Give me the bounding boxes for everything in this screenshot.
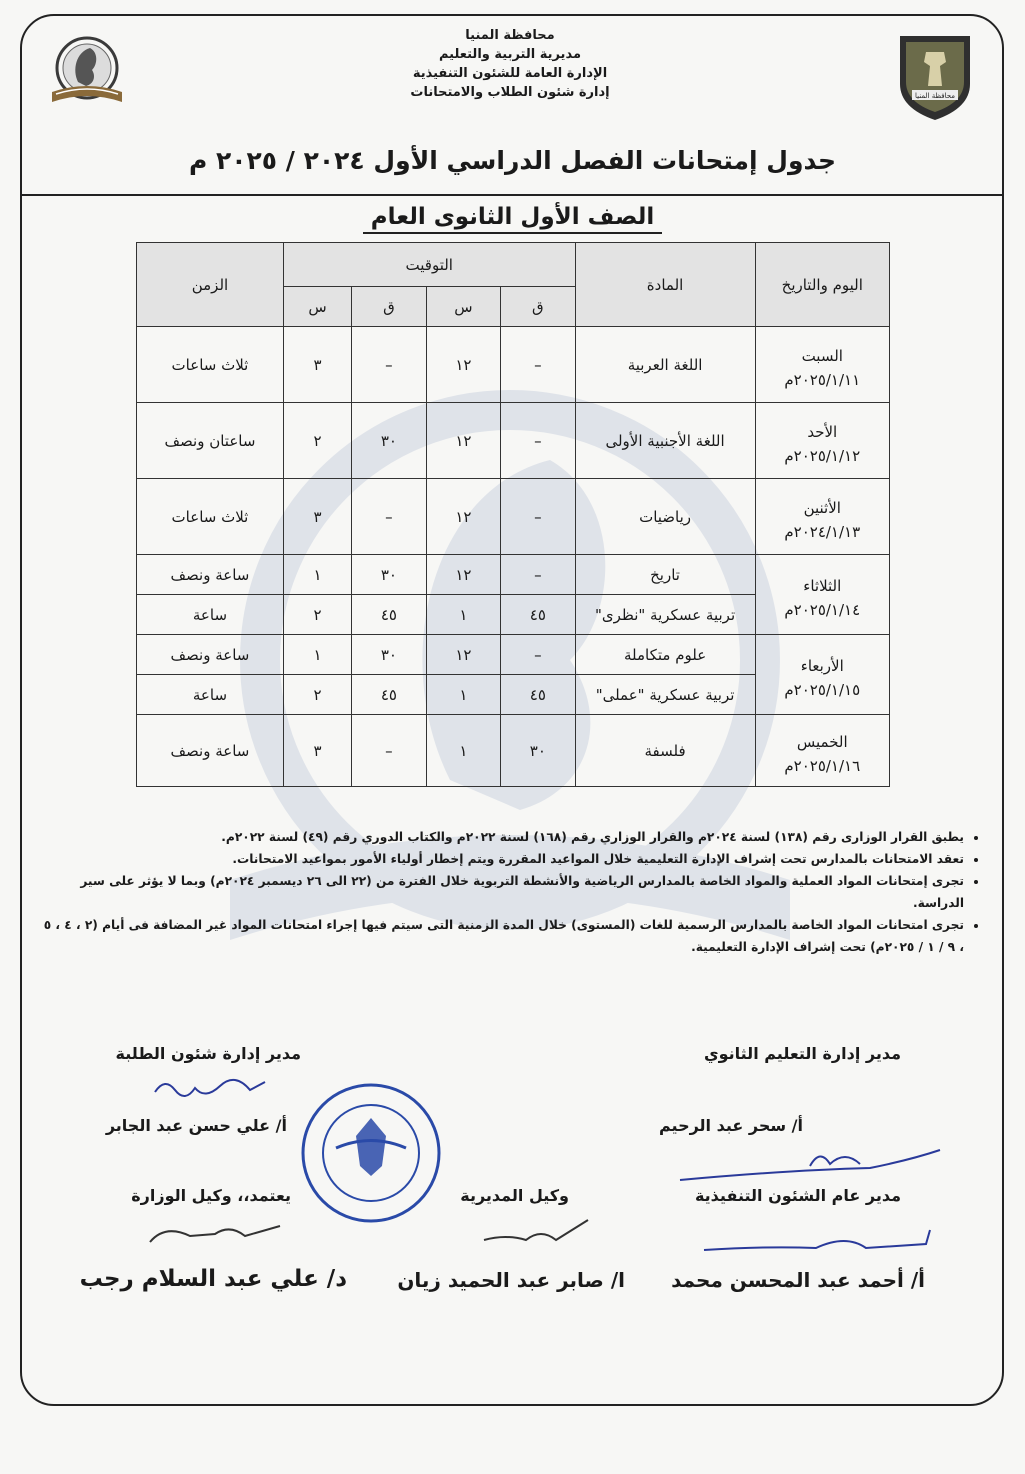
org-line: الإدارة العامة للشئون التنفيذية bbox=[412, 66, 608, 81]
students-director-name: أ/ علي حسن عبد الجابر bbox=[105, 1116, 287, 1135]
header-divider bbox=[20, 194, 1004, 196]
undersecretary-signature bbox=[140, 1212, 290, 1252]
start-hours-cell: ١٢ bbox=[426, 403, 500, 479]
exam-date: ٢٠٢٥/١/١٤م bbox=[784, 600, 861, 619]
end-minutes-cell: ٣٠ bbox=[352, 555, 426, 595]
end-hours-cell: ٢ bbox=[283, 675, 351, 715]
start-minutes-cell: ٤٥ bbox=[501, 595, 575, 635]
official-stamp-seal bbox=[296, 1078, 446, 1228]
exec-gm-name: أ/ أحمد عبد المحسن محمد bbox=[671, 1268, 925, 1292]
duration-cell: ساعة ونصف bbox=[137, 555, 284, 595]
right-logo-label: محافظة المنيا bbox=[915, 92, 955, 100]
duration-cell: ساعة ونصف bbox=[137, 635, 284, 675]
students-director-signature bbox=[150, 1072, 270, 1106]
day-name: الأحد bbox=[807, 422, 838, 441]
day-date-cell bbox=[755, 715, 889, 787]
end-hours-cell: ١ bbox=[283, 555, 351, 595]
organization-block bbox=[380, 26, 640, 102]
header-duration: الزمن bbox=[137, 243, 284, 327]
start-hours-cell: ١ bbox=[426, 715, 500, 787]
exam-date: ٢٠٢٤/١/١٣م bbox=[784, 522, 861, 541]
org-line: محافظة المنيا bbox=[465, 28, 555, 43]
notes-section bbox=[40, 826, 988, 958]
start-minutes-cell: – bbox=[501, 479, 575, 555]
start-hours-cell: ١٢ bbox=[426, 555, 500, 595]
header-minutes: ق bbox=[352, 287, 426, 327]
subject-cell: اللغة العربية bbox=[575, 327, 755, 403]
subject-cell: اللغة الأجنبية الأولى bbox=[575, 403, 755, 479]
header-hours: س bbox=[426, 287, 500, 327]
subject-cell: رياضيات bbox=[575, 479, 755, 555]
duration-cell: ساعتان ونصف bbox=[137, 403, 284, 479]
day-name: الخميس bbox=[796, 732, 848, 751]
start-hours-cell: ١٢ bbox=[426, 479, 500, 555]
start-minutes-cell: ٤٥ bbox=[501, 675, 575, 715]
note-item: • تجرى إمتحانات المواد العملية والمواد الخاصة بالمدارس الرياضية والأنشطة التربوية خلال الفترة من (٢٢ الى ٢٦ ديسمبر ٢٠٢٤م) وبما لا يؤثر على سير الدراسة. bbox=[40, 870, 964, 914]
subject-cell: تربية عسكرية "عملى" bbox=[575, 675, 755, 715]
day-name: الأربعاء bbox=[800, 656, 844, 675]
start-minutes-cell: – bbox=[501, 555, 575, 595]
org-line: إدارة شئون الطلاب والامتحانات bbox=[410, 85, 610, 100]
day-date-cell bbox=[755, 479, 889, 555]
end-minutes-cell: – bbox=[352, 479, 426, 555]
subject-cell: تاريخ bbox=[575, 555, 755, 595]
students-director-title: مدير إدارة شئون الطلبة bbox=[115, 1044, 301, 1063]
header-minutes: ق bbox=[501, 287, 575, 327]
table-row bbox=[137, 555, 890, 595]
duration-cell: ساعة ونصف bbox=[137, 715, 284, 787]
end-hours-cell: ١ bbox=[283, 635, 351, 675]
exec-gm-signature bbox=[696, 1220, 936, 1260]
document-title: جدول إمتحانات الفصل الدراسي الأول ٢٠٢٤ / ٢٠٢٥ م bbox=[189, 146, 836, 175]
day-date-cell bbox=[755, 635, 889, 715]
secondary-director-title: مدير إدارة التعليم الثانوي bbox=[703, 1044, 901, 1063]
day-name: الثلاثاء bbox=[803, 576, 842, 595]
start-hours-cell: ١ bbox=[426, 675, 500, 715]
exam-date: ٢٠٢٥/١/١١م bbox=[784, 370, 861, 389]
org-line: مديرية التربية والتعليم bbox=[438, 47, 582, 62]
secondary-director-name: أ/ سحر عبد الرحيم bbox=[658, 1116, 803, 1135]
secondary-director-signature bbox=[670, 1140, 950, 1190]
end-hours-cell: ٢ bbox=[283, 403, 351, 479]
subject-cell: فلسفة bbox=[575, 715, 755, 787]
end-minutes-cell: – bbox=[352, 715, 426, 787]
day-name: الأثنين bbox=[803, 498, 841, 517]
end-hours-cell: ٣ bbox=[283, 715, 351, 787]
duration-cell: ساعة bbox=[137, 675, 284, 715]
end-hours-cell: ٢ bbox=[283, 595, 351, 635]
exec-gm-title: مدير عام الشئون التنفيذية bbox=[694, 1186, 901, 1205]
exam-date: ٢٠٢٥/١/١٢م bbox=[784, 446, 861, 465]
minya-governorate-right-logo bbox=[890, 28, 980, 124]
ministry-emblem-left-logo bbox=[42, 30, 132, 114]
start-hours-cell: ١ bbox=[426, 595, 500, 635]
start-hours-cell: ١٢ bbox=[426, 327, 500, 403]
deputy-directorate-title: وكيل المديرية bbox=[460, 1186, 569, 1205]
end-minutes-cell: ٣٠ bbox=[352, 635, 426, 675]
header-day-date: اليوم والتاريخ bbox=[755, 243, 889, 327]
end-hours-cell: ٣ bbox=[283, 327, 351, 403]
start-minutes-cell: – bbox=[501, 635, 575, 675]
grade-title-wrapper bbox=[0, 204, 1025, 230]
start-hours-cell: ١٢ bbox=[426, 635, 500, 675]
duration-cell: ثلاث ساعات bbox=[137, 479, 284, 555]
table-row bbox=[137, 715, 890, 787]
header-hours: س bbox=[283, 287, 351, 327]
approved-title: يعتمد،، وكيل الوزارة bbox=[131, 1186, 291, 1205]
header-timing: التوقيت bbox=[283, 243, 575, 287]
undersecretary-name: د/ علي عبد السلام رجب bbox=[79, 1266, 347, 1292]
deputy-directorate-signature bbox=[476, 1214, 596, 1250]
table-row bbox=[137, 479, 890, 555]
exam-date: ٢٠٢٥/١/١٦م bbox=[784, 756, 861, 775]
start-minutes-cell: ٣٠ bbox=[501, 715, 575, 787]
note-item: • تجرى امتحانات المواد الخاصة بالمدارس الرسمية للغات (المستوى) خلال المدة الزمنية التى سيتم فيها إجراء امتحانات المواد غير المضافة فى أيام (٢ ، ٤ ، ٥ ، ٩ / ١ / ٢٠٢٥م) تحت إشراف الإدارة التعليمية. bbox=[40, 914, 964, 958]
end-minutes-cell: ٤٥ bbox=[352, 675, 426, 715]
subject-cell: تربية عسكرية "نظرى" bbox=[575, 595, 755, 635]
duration-cell: ساعة bbox=[137, 595, 284, 635]
end-hours-cell: ٣ bbox=[283, 479, 351, 555]
end-minutes-cell: ٣٠ bbox=[352, 403, 426, 479]
end-minutes-cell: – bbox=[352, 327, 426, 403]
deputy-directorate-name: ا/ صابر عبد الحميد زيان bbox=[397, 1268, 625, 1292]
subject-cell: علوم متكاملة bbox=[575, 635, 755, 675]
start-minutes-cell: – bbox=[501, 327, 575, 403]
header-subject: المادة bbox=[575, 243, 755, 327]
note-item: • تعقد الامتحانات بالمدارس تحت إشراف الإدارة التعليمية خلال المواعيد المقررة ويتم إخطار أولياء الأمور بمواعيد الامتحانات. bbox=[40, 848, 964, 870]
end-minutes-cell: ٤٥ bbox=[352, 595, 426, 635]
table-row bbox=[137, 635, 890, 675]
duration-cell: ثلاث ساعات bbox=[137, 327, 284, 403]
start-minutes-cell: – bbox=[501, 403, 575, 479]
exam-date: ٢٠٢٥/١/١٥م bbox=[784, 680, 861, 699]
exam-schedule-table bbox=[136, 242, 890, 787]
day-name: السبت bbox=[801, 346, 843, 365]
grade-title: الصف الأول الثانوى العام bbox=[363, 204, 663, 234]
note-item: • يطبق القرار الوزارى رقم (١٣٨) لسنة ٢٠٢٤م والقرار الوزاري رقم (١٦٨) لسنة ٢٠٢٢م والكتاب الدوري رقم (٤٩) لسنة ٢٠٢٢م. bbox=[40, 826, 964, 848]
table-row bbox=[137, 403, 890, 479]
day-date-cell bbox=[755, 327, 889, 403]
table-row bbox=[137, 327, 890, 403]
day-date-cell bbox=[755, 403, 889, 479]
day-date-cell bbox=[755, 555, 889, 635]
